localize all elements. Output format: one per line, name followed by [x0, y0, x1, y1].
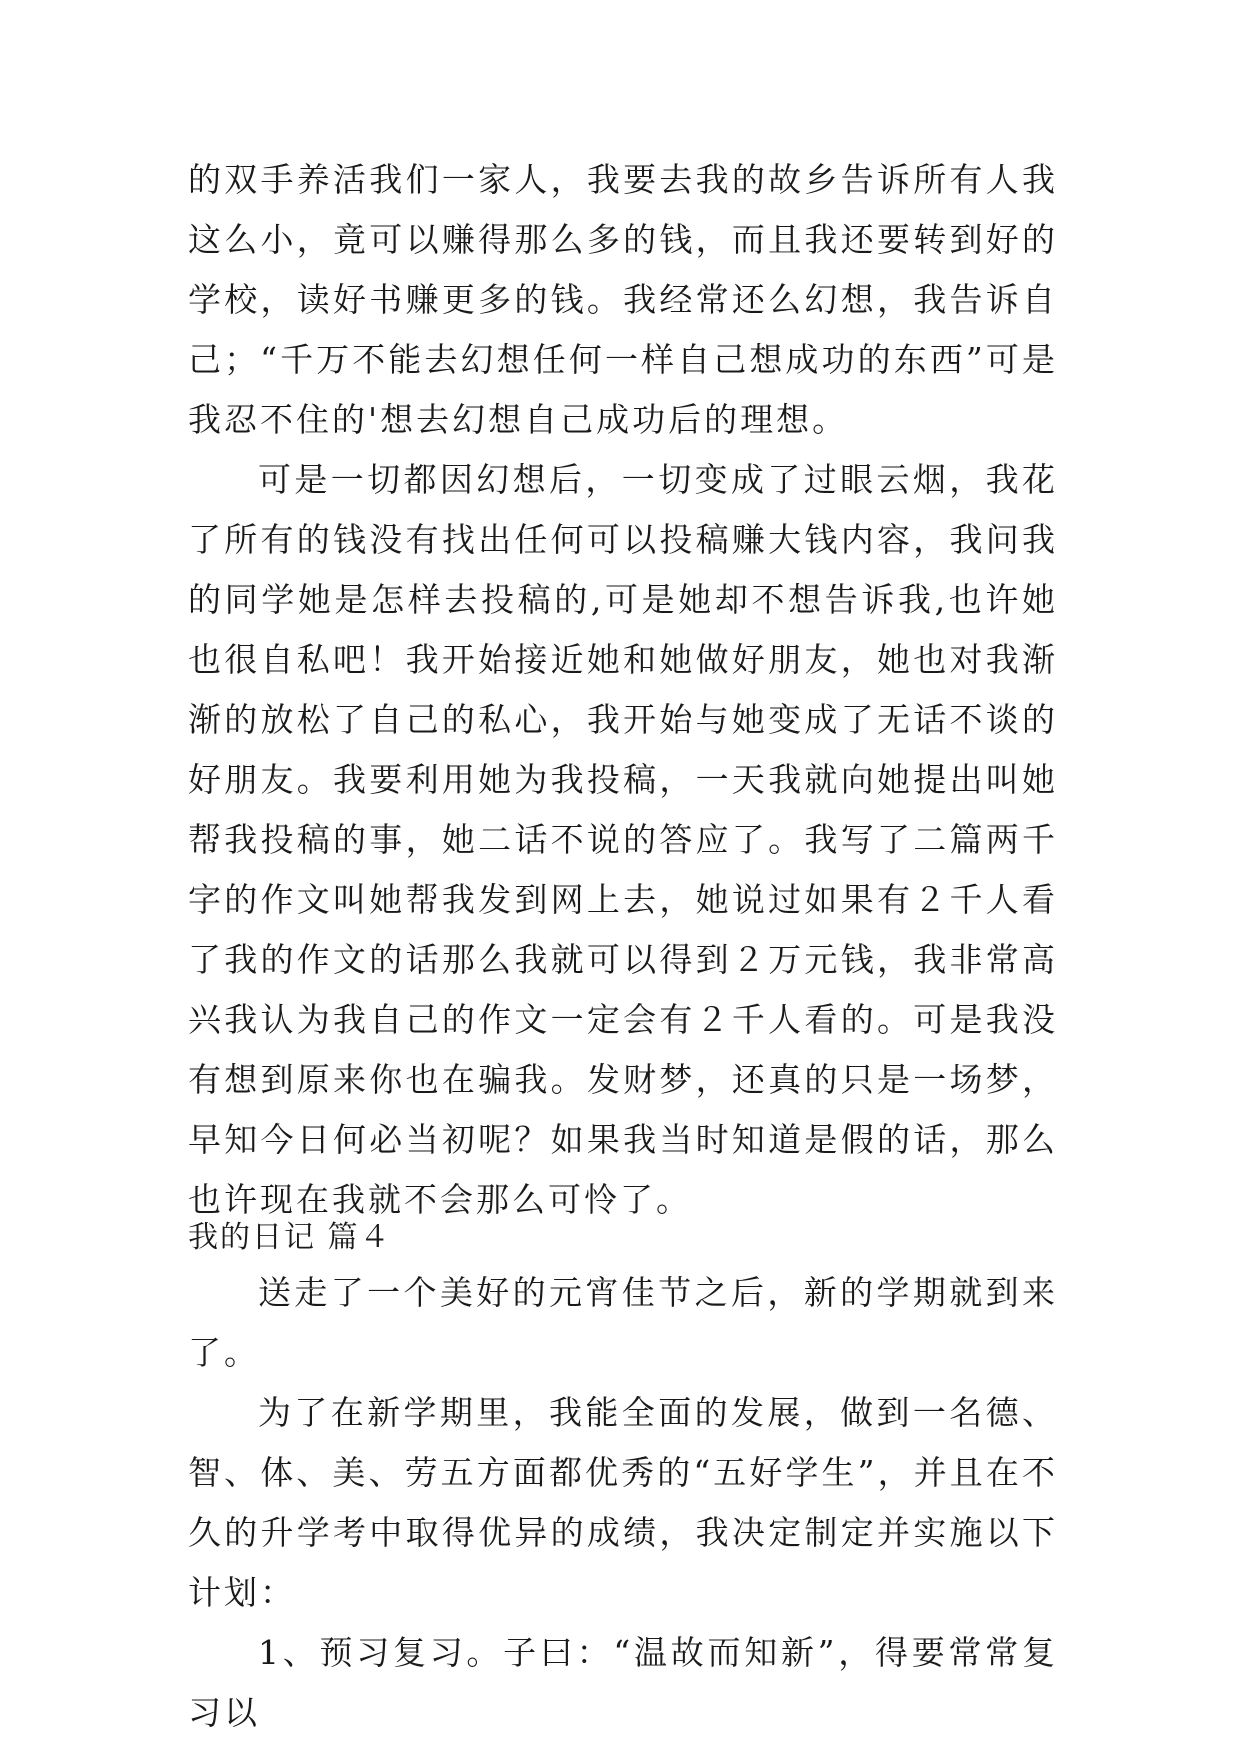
paragraph-story-ending: 可是一切都因幻想后，一切变成了过眼云烟，我花了所有的钱没有找出任何可以投稿赚大钱内容，我问我的同学她是怎样去投稿的,可是她却不想告诉我,也许她也很自私吧！我开始接近她和她做好朋友，她也对我渐渐的放松了自己的私心，我开始与她变成了无话不谈的好朋友。我要利用她为我投稿，一天我就向她提出叫她帮我投稿的事，她二话不说的答应了。我写了二篇两千字的作文叫她帮我发到网上去，她说过如果有２千人看了我的作文的话那么我就可以得到２万元钱，我非常高兴我认为我自己的作文一定会有２千人看的。可是我没有想到原来你也在骗我。发财梦，还真的只是一场梦，早知今日何必当初呢？如果我当时知道是假的话，那么也许现在我就不会那么可怜了。: [188, 460, 1058, 1219]
paragraph-continued: 的双手养活我们一家人，我要去我的故乡告诉所有人我这么小，竟可以赚得那么多的钱，而且我还要转到好的学校，读好书赚更多的钱。我经常还么幻想，我告诉自己；“千万不能去幻想任何一样自己想成功的东西”可是我忍不住的'想去幻想自己成功后的理想。: [188, 160, 1058, 439]
paragraph-new-semester: 送走了一个美好的元宵佳节之后，新的学期就到来了。: [188, 1273, 1058, 1372]
paragraph-plan-item-1: 1、预习复习。子曰：“温故而知新”，得要常常复习以: [188, 1633, 1058, 1732]
section-heading-diary-4: 我的日记 篇４: [188, 1220, 392, 1255]
body-text-top: [188, 150, 1058, 1230]
body-text-bottom: [188, 1263, 1058, 1743]
paragraph-plan-intro: 为了在新学期里，我能全面的发展，做到一名德、智、体、美、劳五方面都优秀的“五好学生”，并且在不久的升学考中取得优异的成绩，我决定制定并实施以下计划：: [188, 1393, 1058, 1612]
